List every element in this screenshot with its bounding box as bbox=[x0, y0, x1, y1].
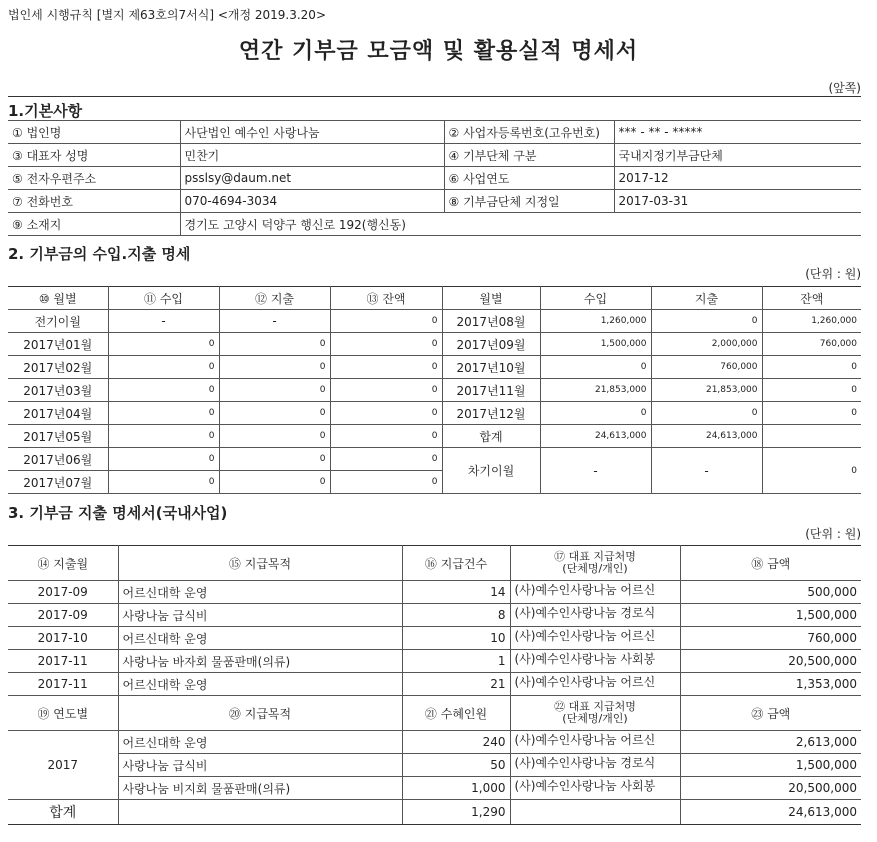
recipient-cell: (사)예수인사랑나눔 경로식 bbox=[510, 604, 680, 627]
income-cell: - bbox=[108, 310, 219, 333]
income-cell: 1,260,000 bbox=[540, 310, 651, 333]
amount-cell: 1,500,000 bbox=[680, 754, 861, 777]
section3-unit: (단위 : 원) bbox=[805, 527, 861, 541]
amount-cell: 1,353,000 bbox=[680, 673, 861, 696]
expense-cell: 0 bbox=[219, 471, 330, 494]
count-cell: 1 bbox=[402, 650, 510, 673]
col-amount: ⑱ 금액 bbox=[680, 546, 861, 581]
col-income: ⑪ 수입 bbox=[108, 287, 219, 310]
recipient-cell: (사)예수인사랑나눔 어르신 bbox=[510, 581, 680, 604]
income-cell: 1,500,000 bbox=[540, 333, 651, 356]
expense-header bbox=[8, 546, 861, 581]
col-expense: ⑫ 지출 bbox=[219, 287, 330, 310]
purpose-cell: 어르신대학 운영 bbox=[118, 581, 402, 604]
address-label: ⑨ 소재지 bbox=[8, 213, 180, 236]
count-cell: 10 bbox=[402, 627, 510, 650]
amount-cell: 500,000 bbox=[680, 581, 861, 604]
carry-forward-label: 차기이월 bbox=[442, 448, 540, 494]
table-row bbox=[8, 754, 861, 777]
section1-top-rule bbox=[8, 96, 861, 97]
balance-cell: 0 bbox=[762, 379, 861, 402]
income-cell: 0 bbox=[108, 379, 219, 402]
document-title: 연간 기부금 모금액 및 활용실적 명세서 bbox=[238, 39, 639, 64]
table-row bbox=[8, 604, 861, 627]
total-income-cell: 24,613,000 bbox=[540, 425, 651, 448]
basic-info-row bbox=[8, 121, 861, 144]
designation-date-value: 2017-03-31 bbox=[614, 190, 861, 213]
col-recipient-2-line2: (단체명/개인) bbox=[562, 712, 628, 725]
income-cell: 0 bbox=[108, 356, 219, 379]
col-expense-2: 지출 bbox=[651, 287, 762, 310]
table-row bbox=[8, 379, 861, 402]
domestic-expense-table bbox=[8, 545, 861, 825]
purpose-cell: 사랑나눔 급식비 bbox=[118, 604, 402, 627]
purpose-cell: 어르신대학 운영 bbox=[118, 673, 402, 696]
col-balance-2: 잔액 bbox=[762, 287, 861, 310]
balance-cell: 760,000 bbox=[762, 333, 861, 356]
income-cell: 0 bbox=[540, 402, 651, 425]
table-row bbox=[8, 673, 861, 696]
balance-cell: 0 bbox=[330, 310, 442, 333]
col-recipient-2 bbox=[510, 696, 680, 731]
expense-month-cell: 2017-11 bbox=[8, 673, 118, 696]
count-cell: 14 bbox=[402, 581, 510, 604]
month-cell: 2017년06월 bbox=[8, 448, 108, 471]
recipient-cell: (사)예수인사랑나눔 사회봉 bbox=[510, 777, 680, 800]
balance-cell: 0 bbox=[330, 379, 442, 402]
month-cell: 2017년01월 bbox=[8, 333, 108, 356]
col-balance: ⑬ 잔액 bbox=[330, 287, 442, 310]
purpose-cell: 어르신대학 운영 bbox=[118, 731, 402, 754]
month-cell: 2017년07월 bbox=[8, 471, 108, 494]
balance-cell: 0 bbox=[330, 425, 442, 448]
balance-cell: 0 bbox=[330, 333, 442, 356]
total-recipient-empty bbox=[510, 800, 680, 825]
form-header-note: 법인세 시행규칙 [별지 제63호의7서식] <개정 2019.3.20> bbox=[8, 8, 326, 22]
total-row bbox=[8, 800, 861, 825]
col-recipient bbox=[510, 546, 680, 581]
expense-month-cell: 2017-10 bbox=[8, 627, 118, 650]
designation-date-label: ⑧ 기부금단체 지정일 bbox=[444, 190, 614, 213]
month-cell: 2017년09월 bbox=[442, 333, 540, 356]
col-purpose-2: ⑳ 지급목적 bbox=[118, 696, 402, 731]
table-row bbox=[8, 356, 861, 379]
col-month: ⑩ 월별 bbox=[8, 287, 108, 310]
recipient-cell: (사)예수인사랑나눔 사회봉 bbox=[510, 650, 680, 673]
recipient-cell: (사)예수인사랑나눔 어르신 bbox=[510, 627, 680, 650]
total-balance-cell bbox=[762, 425, 861, 448]
balance-cell: 0 bbox=[762, 402, 861, 425]
amount-cell: 1,500,000 bbox=[680, 604, 861, 627]
total-label: 합계 bbox=[8, 800, 118, 825]
month-cell: 전기이월 bbox=[8, 310, 108, 333]
expense-month-cell: 2017-11 bbox=[8, 650, 118, 673]
expense-cell: 21,853,000 bbox=[651, 379, 762, 402]
col-month-2: 월별 bbox=[442, 287, 540, 310]
count-cell: 21 bbox=[402, 673, 510, 696]
income-cell: 21,853,000 bbox=[540, 379, 651, 402]
balance-cell: 0 bbox=[330, 471, 442, 494]
section2-title: 2. 기부금의 수입.지출 명세 bbox=[8, 245, 191, 263]
expense-cell: 0 bbox=[219, 425, 330, 448]
org-type-label: ④ 기부단체 구분 bbox=[444, 144, 614, 167]
purpose-cell: 사랑나눔 비지회 물품판매(의류) bbox=[118, 777, 402, 800]
purpose-cell: 사랑나눔 바자회 물품판매(의류) bbox=[118, 650, 402, 673]
basic-info-row bbox=[8, 144, 861, 167]
amount-cell: 760,000 bbox=[680, 627, 861, 650]
income-cell: 0 bbox=[108, 471, 219, 494]
table-row bbox=[8, 731, 861, 754]
amount-cell: 2,613,000 bbox=[680, 731, 861, 754]
income-cell: 0 bbox=[108, 402, 219, 425]
section2-unit: (단위 : 원) bbox=[805, 267, 861, 281]
expense-cell: 2,000,000 bbox=[651, 333, 762, 356]
income-cell: 0 bbox=[108, 425, 219, 448]
balance-cell: 0 bbox=[330, 356, 442, 379]
col-income-2: 수입 bbox=[540, 287, 651, 310]
basic-info-table bbox=[8, 120, 861, 236]
corp-name-value: 사단법인 예수인 사랑나눔 bbox=[180, 121, 444, 144]
corp-name-label: ① 법인명 bbox=[8, 121, 180, 144]
purpose-cell: 사랑나눔 급식비 bbox=[118, 754, 402, 777]
expense-cell: 0 bbox=[651, 310, 762, 333]
income-cell: 0 bbox=[108, 333, 219, 356]
total-expense-cell: 24,613,000 bbox=[651, 425, 762, 448]
table-row bbox=[8, 650, 861, 673]
col-beneficiaries: ㉑ 수혜인원 bbox=[402, 696, 510, 731]
expense-cell: 0 bbox=[651, 402, 762, 425]
total-count: 1,290 bbox=[402, 800, 510, 825]
col-year: ⑲ 연도별 bbox=[8, 696, 118, 731]
biz-number-label: ② 사업자등록번호(고유번호) bbox=[444, 121, 614, 144]
phone-value: 070-4694-3034 bbox=[180, 190, 444, 213]
income-cell: 0 bbox=[540, 356, 651, 379]
table-row bbox=[8, 333, 861, 356]
expense-cell: - bbox=[219, 310, 330, 333]
table-row bbox=[8, 777, 861, 800]
basic-info-row bbox=[8, 190, 861, 213]
org-type-value: 국내지정기부금단체 bbox=[614, 144, 861, 167]
balance-cell: 0 bbox=[330, 402, 442, 425]
basic-info-row bbox=[8, 167, 861, 190]
col-recipient-line2: (단체명/개인) bbox=[562, 562, 628, 575]
table-row bbox=[8, 402, 861, 425]
carry-forward-income: - bbox=[540, 448, 651, 494]
balance-cell: 1,260,000 bbox=[762, 310, 861, 333]
recipient-cell: (사)예수인사랑나눔 어르신 bbox=[510, 731, 680, 754]
income-cell: 0 bbox=[108, 448, 219, 471]
expense-cell: 0 bbox=[219, 448, 330, 471]
expense-cell: 0 bbox=[219, 402, 330, 425]
beneficiaries-cell: 50 bbox=[402, 754, 510, 777]
beneficiaries-cell: 240 bbox=[402, 731, 510, 754]
income-expense-header bbox=[8, 287, 861, 310]
table-row bbox=[8, 581, 861, 604]
beneficiaries-cell: 1,000 bbox=[402, 777, 510, 800]
table-row bbox=[8, 310, 861, 333]
yearly-header bbox=[8, 696, 861, 731]
expense-cell: 0 bbox=[219, 356, 330, 379]
table-row bbox=[8, 627, 861, 650]
section1-title: 1.기본사항 bbox=[8, 102, 83, 120]
address-value: 경기도 고양시 덕양구 행신로 192(행신동) bbox=[180, 213, 861, 236]
basic-info-row bbox=[8, 213, 861, 236]
month-cell: 2017년08월 bbox=[442, 310, 540, 333]
expense-cell: 760,000 bbox=[651, 356, 762, 379]
balance-cell: 0 bbox=[762, 356, 861, 379]
balance-cell: 0 bbox=[330, 448, 442, 471]
total-purpose-empty bbox=[118, 800, 402, 825]
col-recipient-2-line1: ㉒ 대표 지급처명 bbox=[554, 700, 636, 713]
expense-month-cell: 2017-09 bbox=[8, 604, 118, 627]
income-expense-table bbox=[8, 286, 861, 494]
biz-number-value: *** - ** - ***** bbox=[614, 121, 861, 144]
recipient-cell: (사)예수인사랑나눔 경로식 bbox=[510, 754, 680, 777]
month-cell: 2017년11월 bbox=[442, 379, 540, 402]
col-count: ⑯ 지급건수 bbox=[402, 546, 510, 581]
col-recipient-line1: ⑰ 대표 지급처명 bbox=[554, 550, 636, 563]
month-cell: 2017년04월 bbox=[8, 402, 108, 425]
amount-cell: 20,500,000 bbox=[680, 650, 861, 673]
month-cell: 2017년02월 bbox=[8, 356, 108, 379]
fiscal-year-label: ⑥ 사업연도 bbox=[444, 167, 614, 190]
month-cell: 2017년12월 bbox=[442, 402, 540, 425]
month-cell: 2017년05월 bbox=[8, 425, 108, 448]
total-amount: 24,613,000 bbox=[680, 800, 861, 825]
section3-title: 3. 기부금 지출 명세서(국내사업) bbox=[8, 504, 228, 522]
table-row bbox=[8, 448, 861, 471]
amount-cell: 20,500,000 bbox=[680, 777, 861, 800]
expense-month-cell: 2017-09 bbox=[8, 581, 118, 604]
expense-cell: 0 bbox=[219, 333, 330, 356]
table-row bbox=[8, 425, 861, 448]
month-cell: 2017년03월 bbox=[8, 379, 108, 402]
phone-label: ⑦ 전화번호 bbox=[8, 190, 180, 213]
col-purpose: ⑮ 지급목적 bbox=[118, 546, 402, 581]
ceo-name-value: 민찬기 bbox=[180, 144, 444, 167]
email-label: ⑤ 전자우편주소 bbox=[8, 167, 180, 190]
month-cell: 2017년10월 bbox=[442, 356, 540, 379]
col-amount-2: ㉓ 금액 bbox=[680, 696, 861, 731]
expense-cell: 0 bbox=[219, 379, 330, 402]
ceo-name-label: ③ 대표자 성명 bbox=[8, 144, 180, 167]
total-label-cell: 합계 bbox=[442, 425, 540, 448]
carry-forward-balance: 0 bbox=[762, 448, 861, 494]
purpose-cell: 어르신대학 운영 bbox=[118, 627, 402, 650]
fiscal-year-value: 2017-12 bbox=[614, 167, 861, 190]
page-side-label: (앞쪽) bbox=[828, 81, 861, 95]
col-expense-month: ⑭ 지출월 bbox=[8, 546, 118, 581]
email-value: psslsy@daum.net bbox=[180, 167, 444, 190]
year-cell: 2017 bbox=[8, 731, 118, 800]
carry-forward-expense: - bbox=[651, 448, 762, 494]
recipient-cell: (사)예수인사랑나눔 어르신 bbox=[510, 673, 680, 696]
count-cell: 8 bbox=[402, 604, 510, 627]
